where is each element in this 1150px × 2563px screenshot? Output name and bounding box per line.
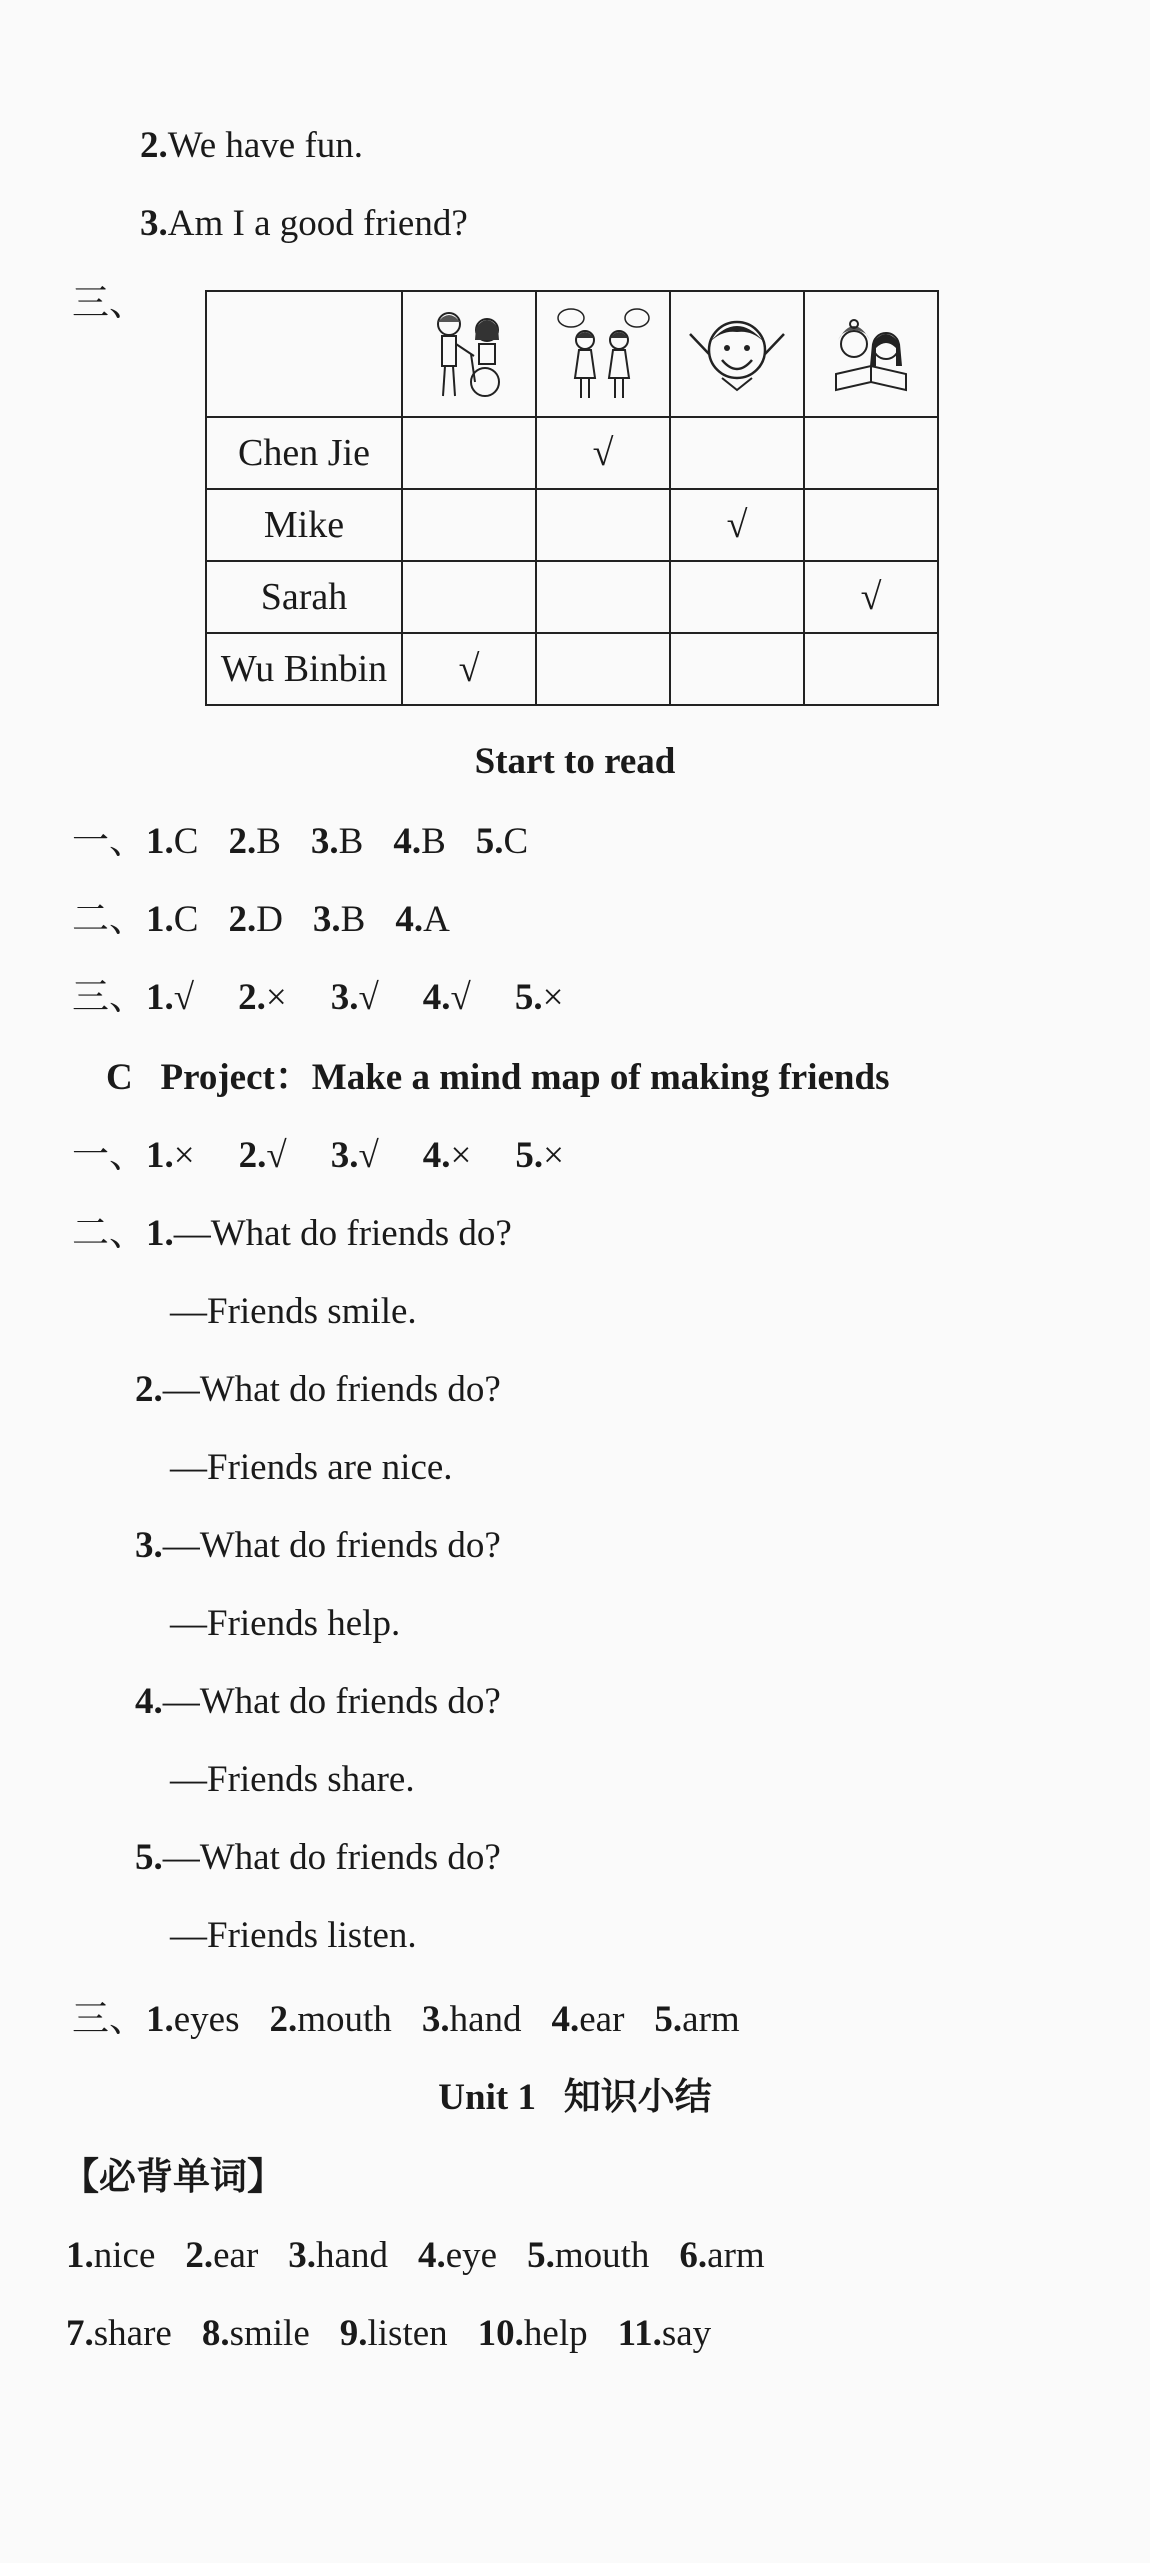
must-recite-words-heading: 【必背单词】	[62, 2157, 284, 2198]
dialogue-3-answer: —Friends help.	[170, 1603, 401, 1644]
word-list-line-2: 7.share 8.smile 9.listen 10.help 11.say	[66, 2313, 712, 2354]
check-cell	[402, 417, 536, 489]
table-picture-cell	[804, 291, 938, 417]
check-cell: √	[402, 633, 536, 705]
check-cell: √	[670, 489, 804, 561]
table-picture-cell	[670, 291, 804, 417]
check-cell	[536, 561, 670, 633]
dialogue-4-answer: —Friends share.	[170, 1759, 415, 1800]
check-cell	[804, 489, 938, 561]
dialogue-1-answer: —Friends smile.	[170, 1291, 417, 1332]
item-3: 3.Am I a good friend?	[140, 203, 468, 244]
table-row	[206, 633, 938, 705]
project-answer-line-1: 一、1.× 2.√ 3.√ 4.× 5.×	[72, 1135, 564, 1176]
check-cell: √	[536, 417, 670, 489]
friends-table	[205, 290, 939, 706]
table-picture-cell	[402, 291, 536, 417]
str-answer-line-2: 二、1.C 2.D 3.B 4.A	[72, 899, 450, 940]
name-cell: Sarah	[206, 561, 402, 633]
dialogue-5-question: 5.—What do friends do?	[135, 1837, 501, 1878]
check-cell	[402, 489, 536, 561]
name-cell: Chen Jie	[206, 417, 402, 489]
check-cell	[670, 633, 804, 705]
check-cell	[402, 561, 536, 633]
dialogue-3-question: 3.—What do friends do?	[135, 1525, 501, 1566]
dialogue-2-answer: —Friends are nice.	[170, 1447, 453, 1488]
check-cell: √	[804, 561, 938, 633]
talking-girls-picture	[553, 304, 653, 404]
dialogue-4-question: 4.—What do friends do?	[135, 1681, 501, 1722]
str-answer-line-3: 三、1.√ 2.× 3.√ 4.√ 5.×	[72, 977, 564, 1018]
check-cell	[670, 417, 804, 489]
section-3-marker: 三、	[72, 283, 146, 324]
name-cell: Wu Binbin	[206, 633, 402, 705]
table-picture-cell	[536, 291, 670, 417]
project-answer-line-3: 三、1.eyes 2.mouth 3.hand 4.ear 5.arm	[72, 1999, 740, 2040]
dialogue-5-answer: —Friends listen.	[170, 1915, 417, 1956]
table-header-row	[206, 291, 938, 417]
str-answer-line-1: 一、1.C 2.B 3.B 4.B 5.C	[72, 821, 529, 862]
smiling-boy-picture	[682, 304, 792, 404]
check-cell	[536, 489, 670, 561]
check-cell	[536, 633, 670, 705]
table-row	[206, 417, 938, 489]
start-to-read-heading: Start to read	[474, 741, 676, 782]
table-row	[206, 561, 938, 633]
dialogue-1-question: 二、1.—What do friends do?	[72, 1213, 512, 1254]
word-list-line-1: 1.nice 2.ear 3.hand 4.eye 5.mouth 6.arm	[66, 2235, 765, 2276]
check-cell	[804, 633, 938, 705]
unit-summary-heading: Unit 1 知识小结	[438, 2077, 712, 2118]
project-heading: C Project：Make a mind map of making friends	[106, 1057, 890, 1098]
check-cell	[804, 417, 938, 489]
name-cell: Mike	[206, 489, 402, 561]
table-row	[206, 489, 938, 561]
pushing-wheelchair-picture	[419, 304, 519, 404]
reading-together-picture	[816, 304, 926, 404]
table-corner-cell	[206, 291, 402, 417]
check-cell	[670, 561, 804, 633]
item-2: 2.We have fun.	[140, 125, 364, 166]
dialogue-2-question: 2.—What do friends do?	[135, 1369, 501, 1410]
